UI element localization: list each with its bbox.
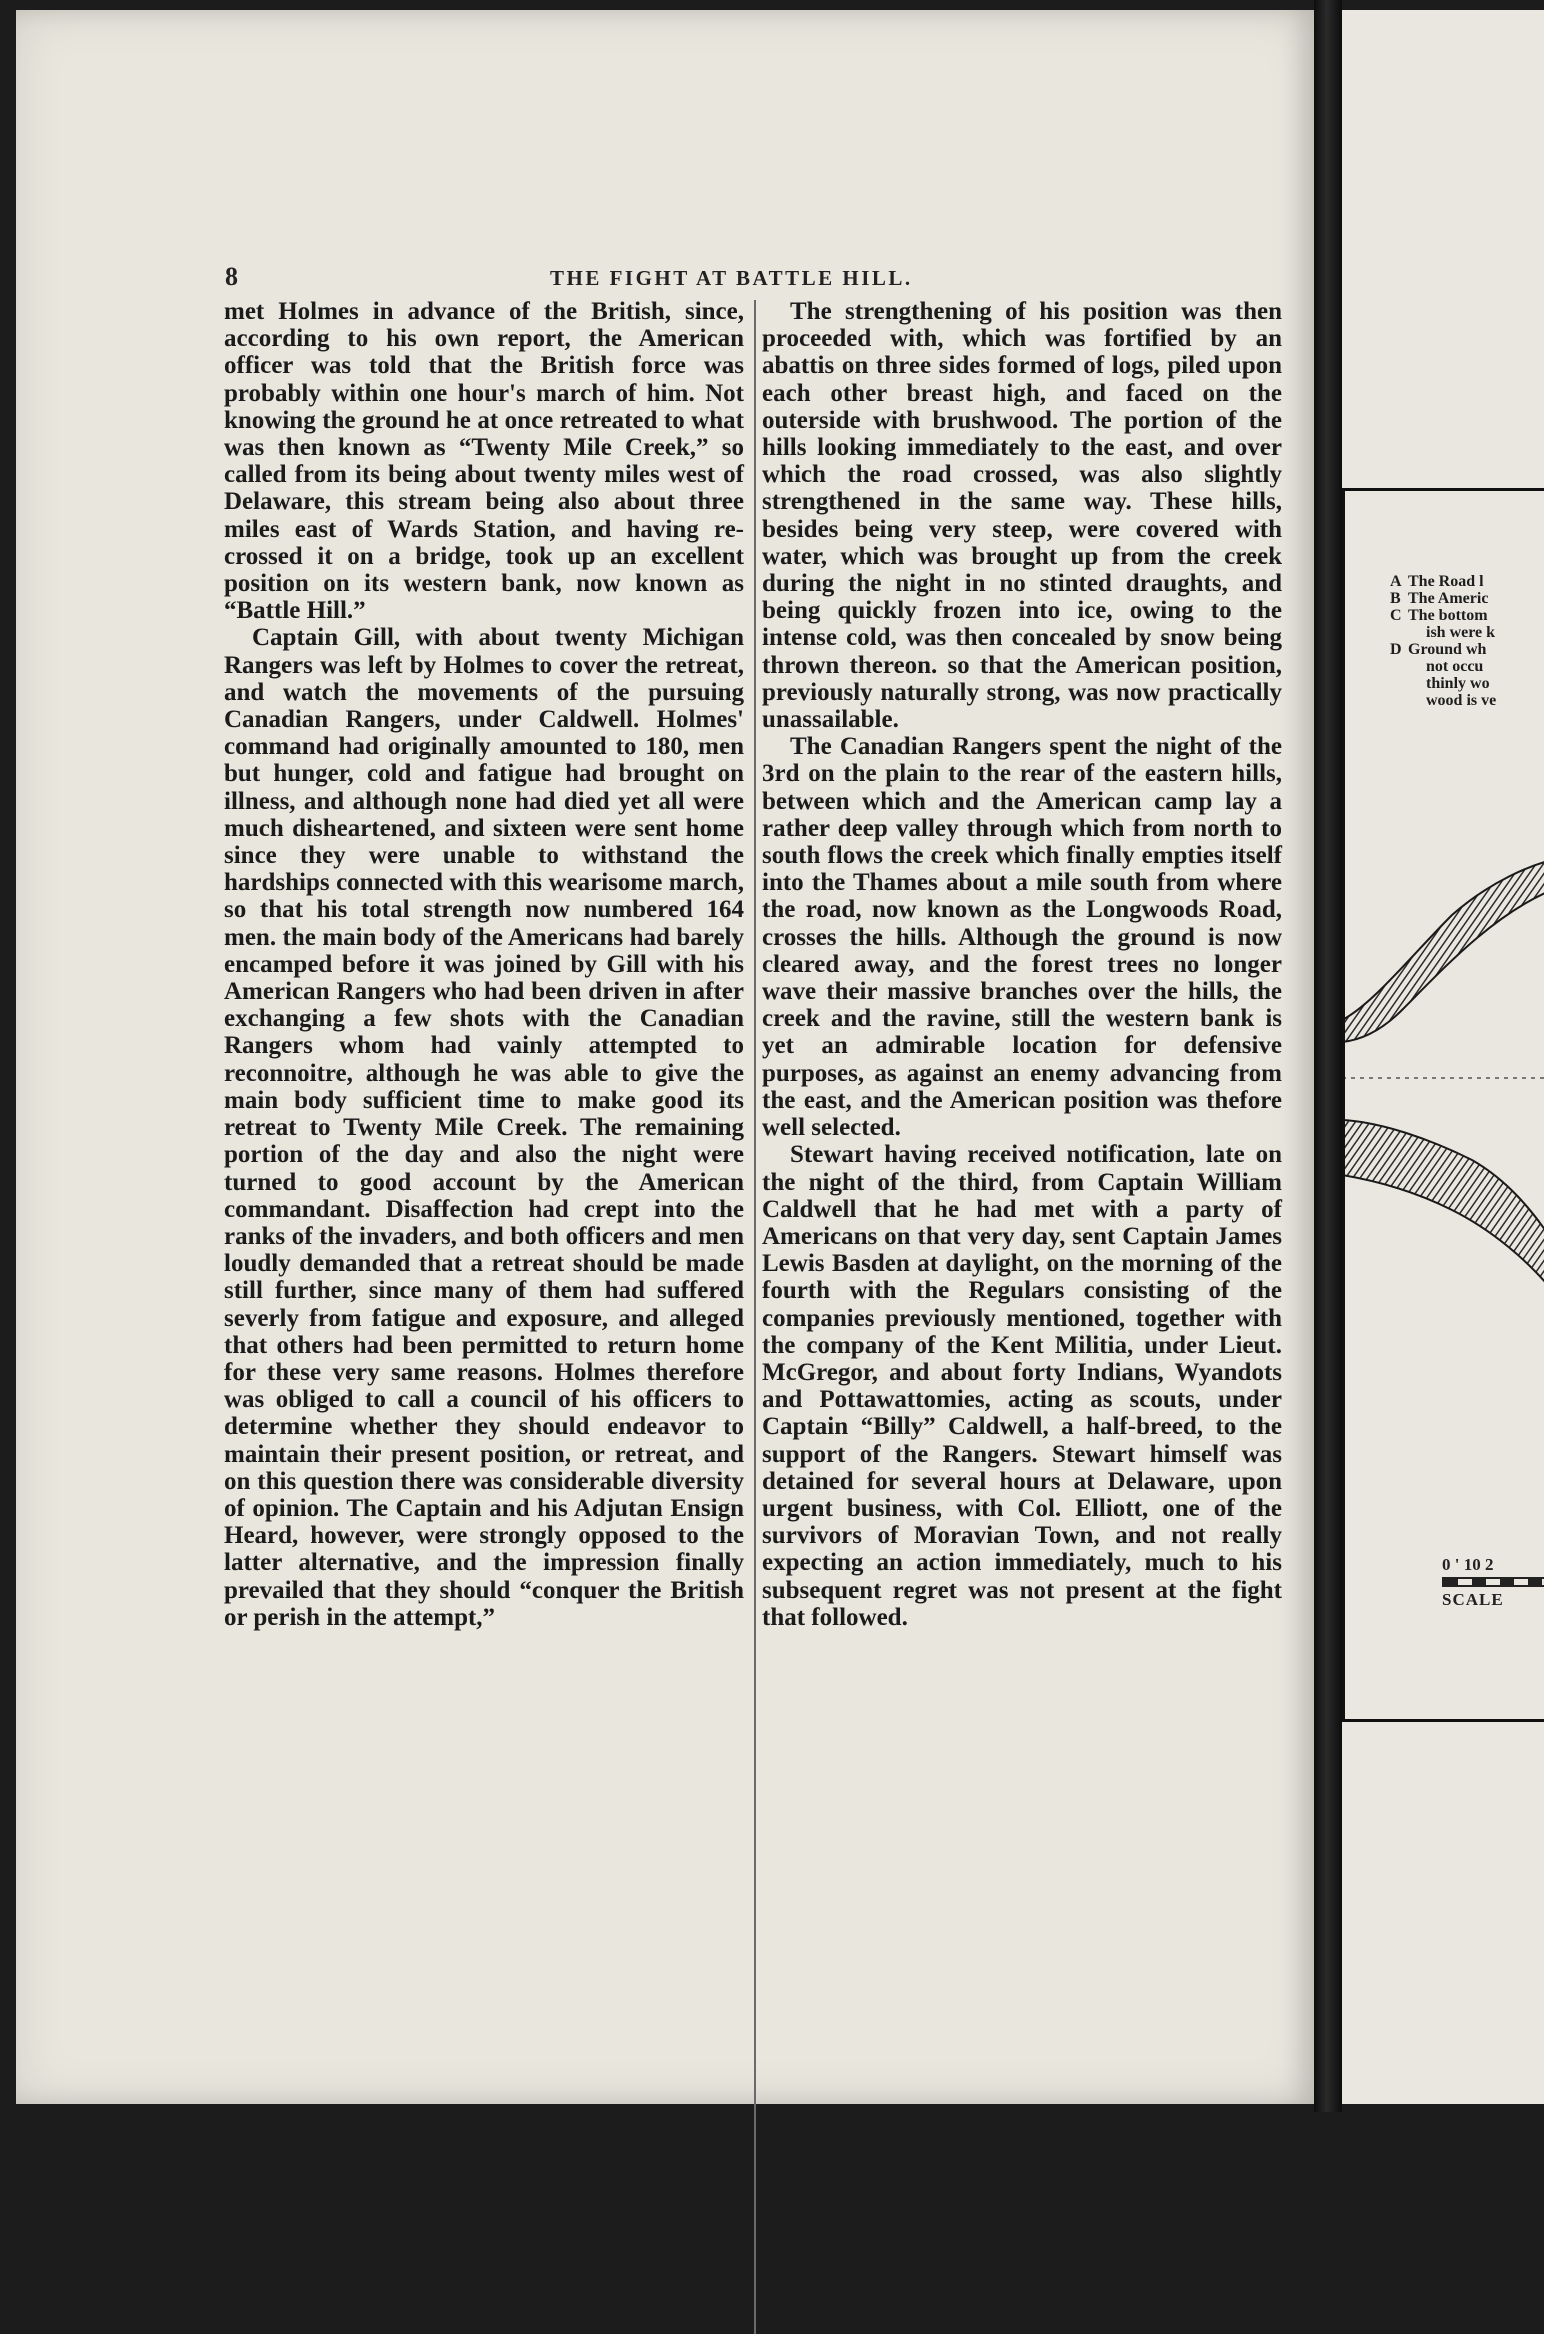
- page-number: 8: [225, 262, 238, 291]
- legend-item: A The Road l: [1390, 573, 1484, 590]
- right-column: [762, 298, 1282, 1631]
- legend-item: thinly wo: [1426, 675, 1490, 692]
- paragraph: Stewart having received notification, late on the night of the third, from Captain William Caldwell that he had met with a party of Americans on that very day, sent Captain James Lewis Basden at daylight, on the morning of the fourth with the Regulars consisting of the companies previously mentioned, together with the company of the Kent Militia, under Lieut. McGregor, and about forty Indians, Wyandots and Pottawattomies, acting as scouts, under Captain “Billy” Caldwell, a half-breed, to the support of the Rangers. Stewart himself was detained for several hours at Delaware, upon urgent business, with Col. Elliott, one of the survivors of Moravian Town, and not really expecting an action immediately, much to his subsequent regret was not present at the fight that followed.: [762, 1141, 1282, 1631]
- paragraph: met Holmes in advance of the British, since, according to his own report, the American officer was told that the British force was probably within one hour's march of him. Not knowing the ground he at once retreated to what was then known as “Twenty Mile Creek,” so called from its being about twenty miles west of Delaware, this stream being also about three miles east of Wards Station, and having re-crossed it on a bridge, took up an excellent position on its western bank, now known as “Battle Hill.”: [224, 298, 744, 625]
- legend-item: B The Americ: [1390, 590, 1489, 607]
- legend-item: ish were k: [1426, 624, 1496, 641]
- paragraph: Captain Gill, with about twenty Michigan Rangers was left by Holmes to cover the retreat, and watch the movements of the pursuing Canadian Rangers, under Caldwell. Holmes' command had originally amounted to 180, men but hunger, cold and fatigue had brought on illness, and although none had died yet all were much disheartened, and sixteen were sent home since they were unable to withstand the hardships connected with this wearisome march, so that his total strength now numbered 164 men. the main body of the Americans had barely encamped before it was joined by Gill with his American Rangers who had been driven in after exchanging a few shots with the Canadian Rangers whom had vainly attempted to reconnoitre, although he was able to give the main body sufficient time to make good its retreat to Twenty Mile Creek. The remaining portion of the day and also the night were turned to good account by the American commandant. Disaffection had crept into the ranks of the invaders, and both officers and men loudly demanded that a retreat should be made still further, since many of them had suffered severly from fatigue and exposure, and alleged that others had been permitted to return home for these very same reasons. Holmes therefore was obliged to call a council of his officers to determine whether they should endeavor to maintain their present position, or retreat, and on this question there was considerable diversity of opinion. The Captain and his Adjutan Ensign Heard, however, were strongly opposed to the latter alternative, and the impression finally prevailed that they should “conquer the British or perish in the attempt,”: [224, 624, 744, 1631]
- running-head: THE FIGHT AT BATTLE HILL.: [550, 266, 913, 290]
- map-legend: [1390, 573, 1544, 709]
- legend-item: wood is ve: [1426, 692, 1497, 709]
- page-header: [225, 262, 1275, 296]
- scale-ticks: 0 ' 10 2: [1442, 1555, 1494, 1574]
- paragraph: The strengthening of his position was then proceeded with, which was fortified by an abattis on three sides formed of logs, piled upon each other breast high, and faced on the outerside with brushwood. The portion of the hills looking immediately to the east, and over which the road crossed, was also slightly strengthened in the same way. These hills, besides being very steep, were covered with water, which was brought up from the creek during the night in no stinted draughts, and being quickly frozen into ice, owing to the intense cold, was then concealed by snow being thrown thereon. so that the American position, previously naturally strong, was now practically unassailable.: [762, 298, 1282, 734]
- legend-item: D Ground wh: [1390, 641, 1487, 658]
- map-scale-bar: [1442, 1555, 1544, 1610]
- left-column: [224, 298, 744, 1631]
- scale-line: [1442, 1577, 1544, 1587]
- page-gutter: [1314, 0, 1342, 2112]
- legend-item: not occu: [1426, 658, 1484, 675]
- legend-item: C The bottom: [1390, 607, 1488, 624]
- scale-label: SCALE: [1442, 1590, 1504, 1609]
- right-page: [1342, 10, 1544, 2104]
- column-divider: [754, 300, 756, 2334]
- paragraph: The Canadian Rangers spent the night of the 3rd on the plain to the rear of the eastern hills, between which and the American camp lay a rather deep valley through which from north to south flows the creek which finally empties itself into the Thames about a mile south from where the road, now known as the Longwoods Road, crosses the hills. Although the ground is now cleared away, and the forest trees no longer wave their massive branches over the hills, the creek and the ravine, still the western bank is yet an admirable location for defensive purposes, as against an enemy advancing from the east, and the American position was thefore well selected.: [762, 733, 1282, 1142]
